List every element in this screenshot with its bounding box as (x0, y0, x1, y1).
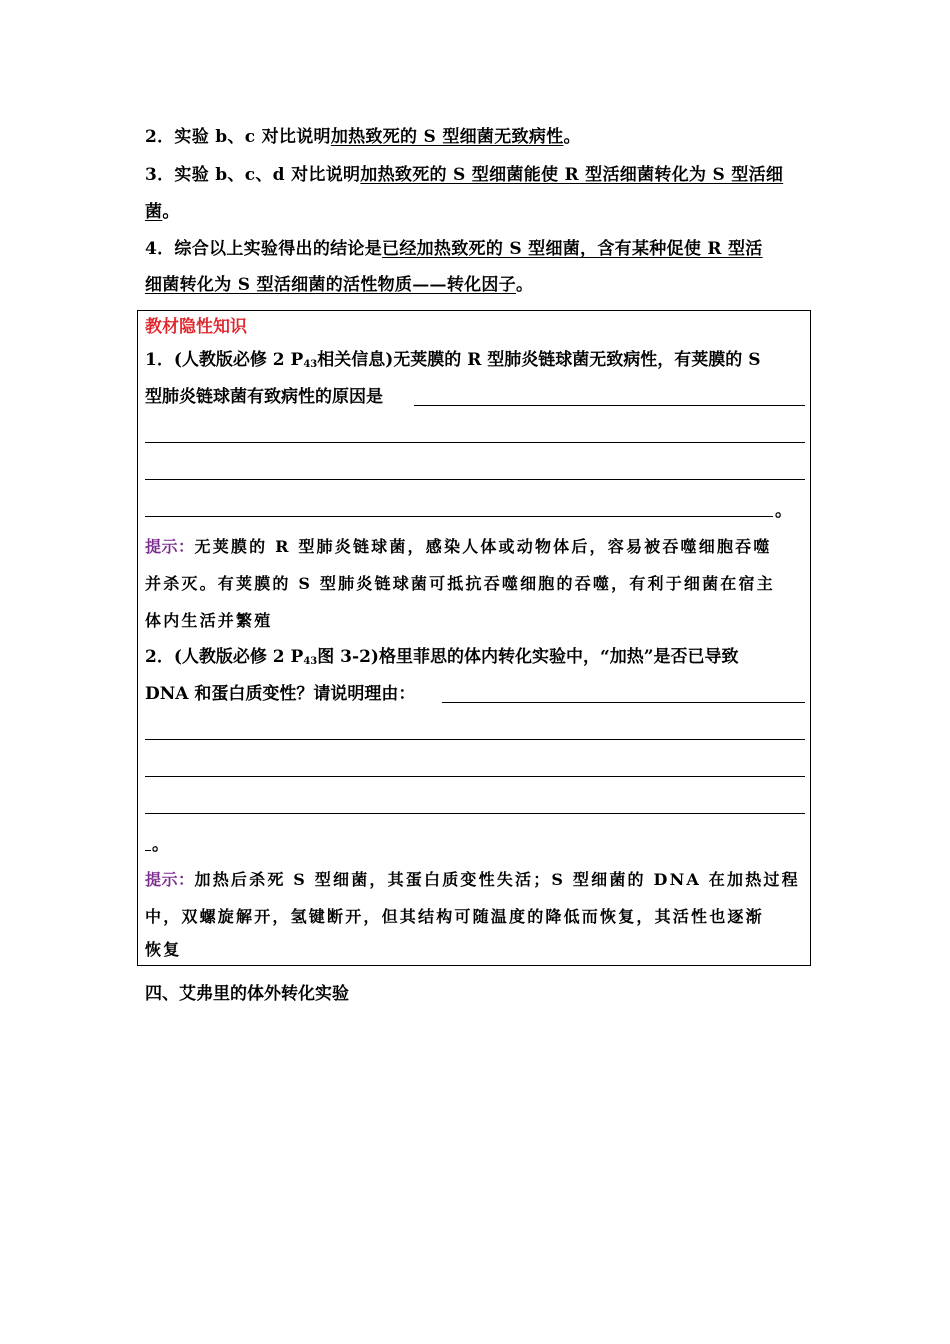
q1-answer-blank-3[interactable] (145, 479, 805, 480)
item-2-prefix: 2．实验 b、c 对比说明 (145, 127, 331, 147)
q1-line-2 (145, 379, 805, 416)
q1-answer-blank-4[interactable] (145, 516, 773, 517)
q2-source-prefix: (人教版必修 2 P (173, 647, 304, 667)
q1-source-prefix: (人教版必修 2 P (173, 350, 304, 370)
q2-text-line-1: 格里菲思的体内转化实验中，“加热”是否已导致 (378, 647, 739, 667)
item-3-suffix: 。 (162, 202, 180, 222)
q2-end-mark: 。 (152, 835, 169, 855)
q1-hint-line-2: 并杀灭。有荚膜的 S 型肺炎链球菌可抵抗吞噬细胞的吞噬，有利于细菌在宿主 (145, 574, 775, 593)
q2-hint-text-1: 加热后杀死 S 型细菌，其蛋白质变性失活；S 型细菌的 DNA 在加热过程 (194, 870, 800, 889)
item-3-line-1 (145, 157, 810, 194)
q2-answer-blank-2[interactable] (145, 739, 805, 740)
q2-number: 2． (145, 647, 174, 667)
q2-source-suffix: 图 3-2) (317, 647, 379, 667)
q1-hint-line-1 (145, 528, 805, 565)
q2-answer-blank-5[interactable] (145, 850, 151, 851)
q2-text-line-2: DNA 和蛋白质变性？请说明理由： (145, 684, 416, 704)
box-title: 教材隐性知识 (145, 317, 247, 337)
q1-number: 1． (145, 350, 174, 370)
q2-hint-line-2: 中，双螺旋解开，氢键断开，但其结构可随温度的降低而恢复，其活性也逐渐 (145, 907, 764, 926)
item-4-answer-line-2: 细菌转化为 S 型活细菌的活性物质——转化因子 (145, 275, 517, 295)
item-3-answer-line-2: 菌 (145, 202, 163, 222)
item-4-answer-line-1: 已经加热致死的 S 型细菌，含有某种促使 R 型活 (382, 239, 763, 259)
q2-hint-label: 提示： (145, 870, 195, 889)
item-3-prefix: 3．实验 b、c、d 对比说明 (145, 165, 361, 185)
q2-hint-line-1 (145, 861, 805, 898)
item-3-answer-line-1: 加热致死的 S 型细菌能使 R 型活细菌转化为 S 型活细 (360, 165, 784, 185)
q2-source-page: 43 (303, 656, 318, 667)
q1-line-1 (145, 342, 805, 383)
q1-source-page: 43 (303, 359, 318, 370)
q1-hint-text-1: 无荚膜的 R 型肺炎链球菌，感染人体或动物体后，容易被吞噬细胞吞噬 (194, 537, 772, 556)
item-4-suffix: 。 (516, 275, 534, 295)
item-4-line-2 (145, 267, 810, 304)
q1-answer-blank-1[interactable] (414, 405, 805, 406)
q1-answer-blank-2[interactable] (145, 442, 805, 443)
q2-answer-blank-1[interactable] (442, 702, 805, 703)
item-4-line-1 (145, 231, 810, 268)
item-2 (145, 119, 810, 156)
q2-answer-blank-4[interactable] (145, 813, 805, 814)
q1-source (174, 350, 393, 370)
q2-line-2 (145, 676, 805, 713)
item-2-answer: 加热致死的 S 型细菌无致病性 (330, 127, 564, 147)
q2-source (174, 647, 379, 667)
q1-hint-line-3: 体内生活并繁殖 (145, 611, 273, 630)
q1-hint-label: 提示： (145, 537, 195, 556)
q2-hint-line-3: 恢复 (145, 940, 182, 959)
q1-end-mark: 。 (775, 501, 792, 521)
q2-answer-blank-3[interactable] (145, 776, 805, 777)
item-4-prefix: 4．综合以上实验得出的结论是 (145, 239, 383, 259)
q1-text-line-2: 型肺炎链球菌有致病性的原因是 (145, 387, 383, 407)
hidden-knowledge-box (137, 310, 811, 966)
q2-line-1 (145, 639, 805, 680)
q1-text-line-1: 无荚膜的 R 型肺炎链球菌无致病性，有荚膜的 S (393, 350, 761, 370)
item-2-suffix: 。 (563, 127, 581, 147)
q1-source-suffix: 相关信息) (317, 350, 394, 370)
section-heading: 四、艾弗里的体外转化实验 (145, 984, 349, 1004)
item-3-line-2 (145, 194, 810, 231)
